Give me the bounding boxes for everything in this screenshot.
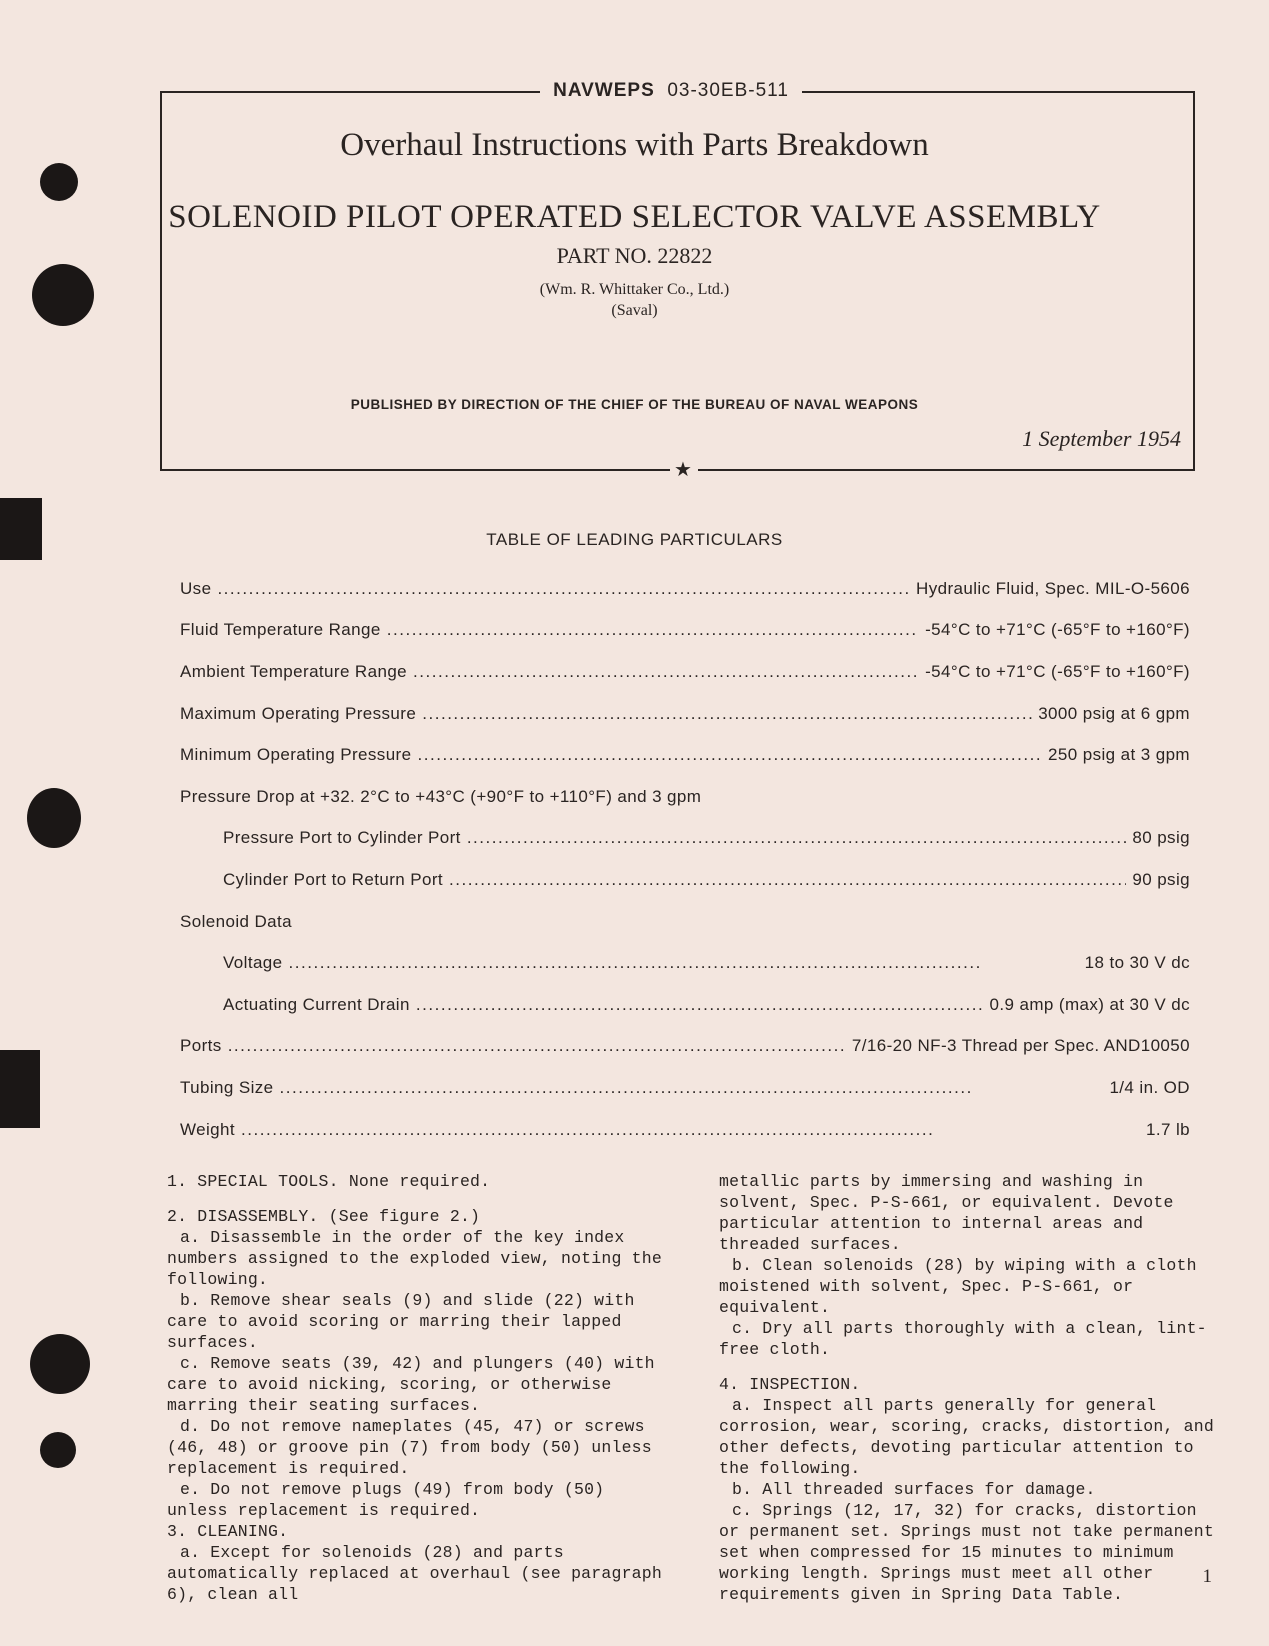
- binder-hole: [40, 163, 78, 201]
- particular-row: [180, 1067, 1190, 1109]
- particular-value: -54°C to +71°C (-65°F to +160°F): [925, 620, 1190, 640]
- particular-group-heading: [180, 776, 1190, 818]
- paragraph: b. All threaded surfaces for damage.: [732, 1480, 1096, 1499]
- particular-value: 80 psig: [1132, 828, 1190, 848]
- paragraph: b. Clean solenoids (28) by wiping with a cloth moistened with solvent, Spec. P-S-661, or equivalent.: [719, 1256, 1197, 1317]
- particular-value: -54°C to +71°C (-65°F to +160°F): [925, 661, 1190, 681]
- published-by: PUBLISHED BY DIRECTION OF THE CHIEF OF THE BUREAU OF NAVAL WEAPONS: [350, 397, 919, 412]
- section-heading: 1. SPECIAL TOOLS. None required.: [167, 1172, 491, 1191]
- particular-row: [180, 610, 1190, 652]
- particular-label: Voltage: [223, 953, 283, 973]
- doc-number: 03-30EB-511: [667, 80, 789, 101]
- particular-value: 90 psig: [1132, 869, 1190, 889]
- leader-dots: [289, 953, 1079, 973]
- particular-value: 250 psig at 3 gpm: [1048, 745, 1190, 765]
- particular-label: Actuating Current Drain: [223, 994, 410, 1014]
- particular-row: [180, 568, 1190, 610]
- particular-row: [180, 942, 1190, 984]
- header-rule-left: [160, 469, 670, 471]
- scan-edge-mark: [0, 498, 42, 560]
- particular-row: [180, 734, 1190, 776]
- particular-label: Cylinder Port to Return Port: [223, 869, 444, 889]
- leader-dots: [417, 745, 1042, 765]
- document-subtitle: Overhaul Instructions with Parts Breakdown: [340, 127, 929, 163]
- binder-hole: [27, 788, 81, 848]
- section-heading: 4. INSPECTION.: [719, 1375, 861, 1394]
- binder-hole: [30, 1334, 90, 1394]
- particular-value: 0.9 amp (max) at 30 V dc: [989, 994, 1190, 1014]
- section-heading: 2. DISASSEMBLY. (See figure 2.): [167, 1207, 481, 1226]
- header-rule-right: [698, 469, 1193, 471]
- particular-label: Fluid Temperature Range: [180, 620, 381, 640]
- publication-date: 1 September 1954: [1022, 426, 1181, 451]
- paragraph: metallic parts by immersing and washing in solvent, Spec. P-S-661, or equivalent. Devote particular attention to internal areas and threaded surfaces.: [719, 1172, 1174, 1254]
- leader-dots: [241, 1120, 1140, 1140]
- manufacturer: (Wm. R. Whittaker Co., Ltd.): [539, 281, 730, 298]
- doc-prefix: NAVWEPS: [553, 80, 655, 101]
- particular-row: [180, 984, 1190, 1026]
- page-number: 1: [1202, 1566, 1212, 1587]
- particular-row: [180, 859, 1190, 901]
- particular-value: Hydraulic Fluid, Spec. MIL-O-5606: [916, 578, 1190, 598]
- leader-dots: [228, 1036, 846, 1056]
- leader-dots: [217, 579, 910, 599]
- particular-label: Weight: [180, 1119, 236, 1139]
- particular-label: Pressure Drop at +32. 2°C to +43°C (+90°F to +110°F) and 3 gpm: [180, 786, 702, 806]
- particular-value: 3000 psig at 6 gpm: [1038, 703, 1190, 723]
- brand: (Saval): [611, 302, 658, 319]
- particular-label: Use: [180, 578, 212, 598]
- part-number: PART NO. 22822: [556, 243, 713, 268]
- paragraph: b. Remove shear seals (9) and slide (22) with care to avoid scoring or marring their lapped surfaces.: [167, 1291, 635, 1352]
- particular-label: Pressure Port to Cylinder Port: [223, 828, 461, 848]
- star-icon: ★: [674, 457, 692, 481]
- leader-dots: [413, 662, 919, 682]
- paragraph: a. Disassemble in the order of the key index numbers assigned to the exploded view, noting the following.: [167, 1228, 662, 1289]
- particular-value: 1/4 in. OD: [1109, 1077, 1190, 1097]
- document-id: [540, 76, 802, 106]
- paragraph: a. Inspect all parts generally for general corrosion, wear, scoring, cracks, distortion, and other defects, devoting particular attention to the following.: [719, 1396, 1214, 1478]
- paragraph: e. Do not remove plugs (49) from body (50) unless replacement is required.: [167, 1480, 605, 1520]
- particular-row: [180, 651, 1190, 693]
- body-column-right: [719, 1171, 1216, 1605]
- paragraph: d. Do not remove nameplates (45, 47) or screws (46, 48) or groove pin (7) from body (50) unless replacement is required.: [167, 1417, 652, 1478]
- particular-value: 7/16-20 NF-3 Thread per Spec. AND10050: [851, 1036, 1190, 1056]
- leader-dots: [449, 870, 1126, 890]
- particular-row: [180, 818, 1190, 860]
- paragraph: c. Springs (12, 17, 32) for cracks, distortion or permanent set. Springs must not take permanent set when compressed for 15 minutes to minimum working length. Springs must meet all other requirements given in Spring Data Table.: [719, 1501, 1214, 1604]
- paragraph: c. Remove seats (39, 42) and plungers (40) with care to avoid nicking, scoring, or otherwise marring their seating surfaces.: [167, 1354, 655, 1415]
- particular-value: 18 to 30 V dc: [1084, 953, 1190, 973]
- particular-label: Ambient Temperature Range: [180, 661, 408, 681]
- particular-row: [180, 1109, 1190, 1151]
- particulars-title: TABLE OF LEADING PARTICULARS: [486, 530, 783, 549]
- particular-label: Solenoid Data: [180, 911, 292, 931]
- leader-dots: [467, 828, 1127, 848]
- section-heading: 3. CLEANING.: [167, 1522, 289, 1541]
- particular-label: Maximum Operating Pressure: [180, 703, 417, 723]
- scan-edge-mark: [0, 1050, 40, 1128]
- particulars-table: [180, 568, 1190, 1150]
- leader-dots: [416, 995, 984, 1015]
- leader-dots: [422, 704, 1032, 724]
- particular-row: [180, 1026, 1190, 1068]
- particular-label: Ports: [180, 1036, 222, 1056]
- particular-row: [180, 693, 1190, 735]
- leader-dots: [280, 1078, 1104, 1098]
- document-title: SOLENOID PILOT OPERATED SELECTOR VALVE ASSEMBLY: [168, 199, 1101, 235]
- leader-dots: [387, 620, 919, 640]
- binder-hole: [40, 1432, 76, 1468]
- particular-label: Minimum Operating Pressure: [180, 745, 412, 765]
- particular-group-heading: [180, 901, 1190, 943]
- paragraph: a. Except for solenoids (28) and parts automatically replaced at overhaul (see paragraph 6), clean all: [167, 1543, 662, 1604]
- body-column-left: [167, 1171, 667, 1605]
- particular-value: 1.7 lb: [1146, 1119, 1190, 1139]
- paragraph: c. Dry all parts thoroughly with a clean, lint-free cloth.: [719, 1319, 1207, 1359]
- particular-label: Tubing Size: [180, 1077, 274, 1097]
